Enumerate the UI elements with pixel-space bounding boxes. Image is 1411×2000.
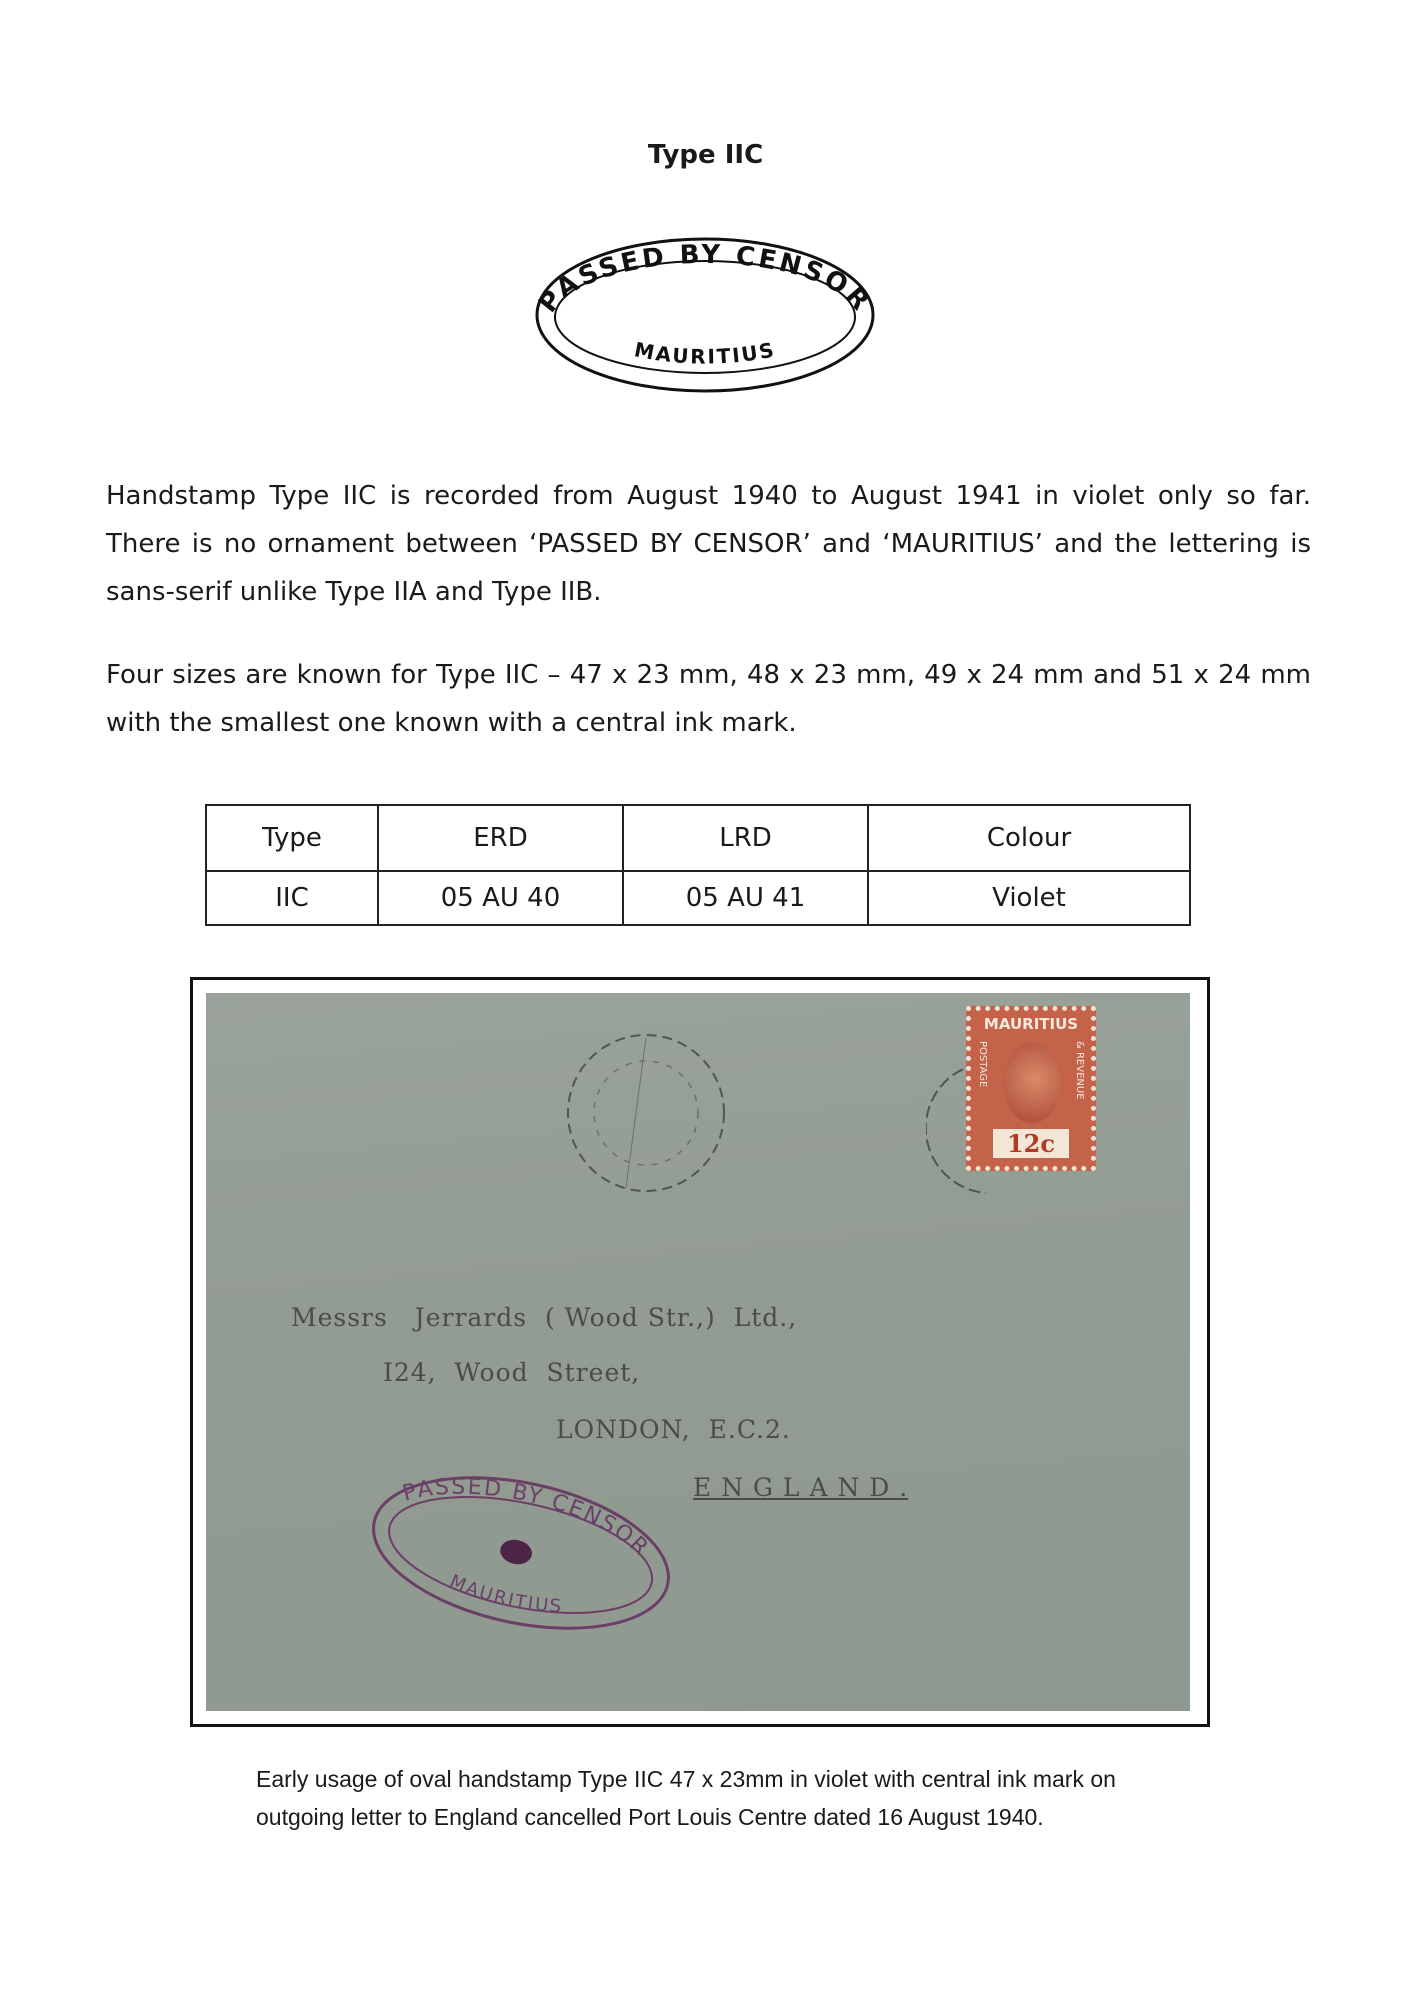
postage-stamp	[966, 1006, 1096, 1171]
address-line-2: I24, Wood Street,	[383, 1358, 641, 1387]
table-header-cell: ERD	[378, 805, 623, 871]
svg-text:MAURITIUS	[445, 1570, 567, 1622]
table-row	[206, 871, 1190, 925]
table-header-cell: LRD	[623, 805, 868, 871]
dates-table	[205, 804, 1191, 926]
address-line-4: E N G L A N D .	[693, 1473, 909, 1502]
handstamp-bottom-text: MAURITIUS	[632, 337, 778, 369]
image-caption: Early usage of oval handstamp Type IIC 47 x 23mm in violet with central ink mark on outgoing letter to England cancelled Port Louis Centre dated 16 August 1940.	[256, 1766, 1116, 1830]
stamp-value: 12c	[993, 1129, 1069, 1158]
svg-text:MAURITIUS	[632, 337, 777, 368]
king-portrait-icon	[1003, 1043, 1061, 1123]
table-header-cell: Colour	[868, 805, 1190, 871]
table-cell: 05 AU 40	[378, 871, 623, 925]
table-cell: IIC	[206, 871, 378, 925]
stamp-country: MAURITIUS	[971, 1015, 1091, 1033]
stamp-side-right: & REVENUE	[1074, 1041, 1085, 1100]
postmark-icon	[556, 1023, 736, 1203]
paragraph-description: Handstamp Type IIC is recorded from August 1940 to August 1941 in violet only so far. There is no ornament between ‘PASSED BY CENSOR’ and ‘MAURITIUS’ and the lettering is sans-serif unlike Type IIA and Type IIB.	[106, 481, 1311, 607]
address-line-3: LONDON, E.C.2.	[556, 1415, 791, 1444]
envelope-image	[206, 993, 1190, 1711]
handstamp-top-text: PASSED BY CENSOR	[533, 239, 877, 319]
table-cell: 05 AU 41	[623, 871, 868, 925]
table-header-row	[206, 805, 1190, 871]
censor-handstamp-illustration	[520, 225, 890, 405]
central-ink-mark	[498, 1537, 534, 1567]
svg-text:PASSED BY CENSOR	[533, 240, 877, 319]
table-cell: Violet	[868, 871, 1190, 925]
violet-censor-mark	[356, 1453, 686, 1653]
stamp-side-left: POSTAGE	[977, 1041, 988, 1088]
address-line-1: Messrs Jerrards ( Wood Str.,) Ltd.,	[291, 1303, 798, 1332]
cover-image-frame	[190, 977, 1210, 1727]
censor-top-text: PASSED BY CENSOR	[400, 1474, 655, 1562]
paragraph-sizes: Four sizes are known for Type IIC – 47 x 23 mm, 48 x 23 mm, 49 x 24 mm and 51 x 24 mm with the smallest one known with a central ink mark.	[106, 660, 1311, 738]
table-header-cell: Type	[206, 805, 378, 871]
page-title: Type IIC	[647, 140, 764, 170]
censor-bottom-text: MAURITIUS	[446, 1570, 564, 1618]
